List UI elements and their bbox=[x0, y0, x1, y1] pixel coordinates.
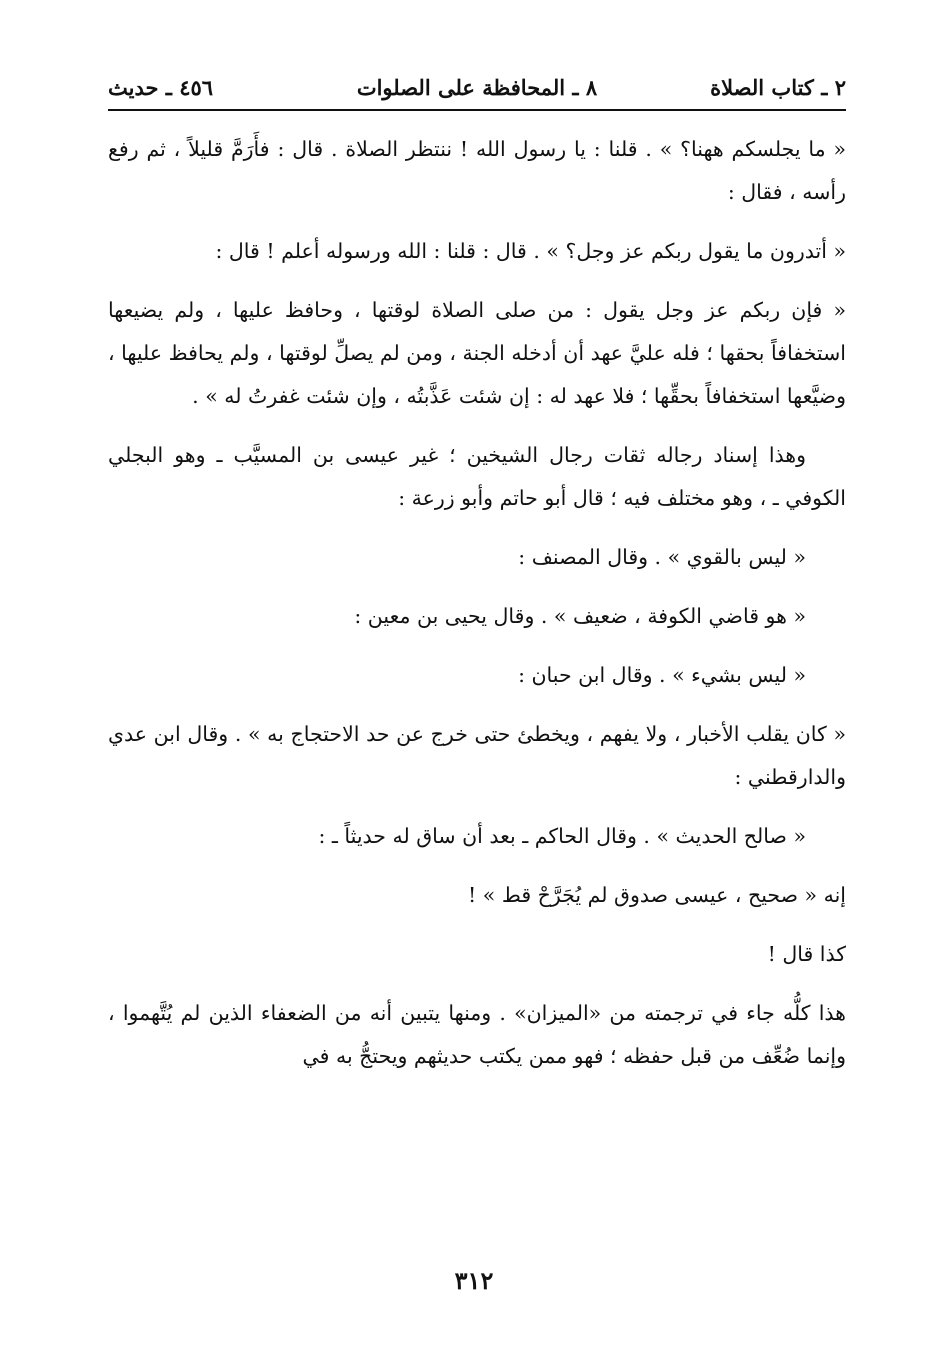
header-divider bbox=[108, 109, 846, 111]
header-hadith-number: ٤٥٦ ـ حديث bbox=[108, 75, 214, 100]
paragraph-2: « أتدرون ما يقول ربكم عز وجل؟ » . قال : قلنا : الله ورسوله أعلم ! قال : bbox=[215, 239, 846, 263]
paragraph-12: هذا كلُّه جاء في ترجمته من «الميزان» . ومنها يتبين أنه من الضعفاء الذين لم يُتَّهموا ، وإنما ضُعِّف من قبل حفظه ؛ فهو ممن يكتب حديثهم ويحتجُّ به في bbox=[108, 1001, 846, 1068]
page-number: ٣١٢ bbox=[454, 1266, 494, 1295]
header-chapter-title: ٨ ـ المحافظة على الصلوات bbox=[356, 75, 598, 100]
paragraph-3: « فإن ربكم عز وجل يقول : من صلى الصلاة لوقتها ، وحافظ عليها ، ولم يضيعها استخفافاً بحقها ؛ فله عليَّ عهد أن أدخله الجنة ، ومن لم يصلِّ لوقتها ، ولم يحافظ عليها ، وضيَّعها استخفافاً بحقِّها ؛ فلا عهد له : إن شئت عَذَّبتُه ، وإن شئت غفرتُ له » . bbox=[108, 298, 846, 408]
paragraph-9: « صالح الحديث » . وقال الحاكم ـ بعد أن ساق له حديثاً ـ : bbox=[318, 824, 806, 848]
paragraph-1: « ما يجلسكم ههنا؟ » . قلنا : يا رسول الله ! ننتظر الصلاة . قال : فأَرَمَّ قليلاً ، ثم رفع رأسه ، فقال : bbox=[108, 137, 846, 204]
paragraph-4: وهذا إسناد رجاله ثقات رجال الشيخين ؛ غير عيسى بن المسيَّب ـ وهو البجلي الكوفي ـ ، وهو مختلف فيه ؛ قال أبو حاتم وأبو زرعة : bbox=[108, 443, 846, 510]
paragraph-11: كذا قال ! bbox=[767, 942, 846, 966]
paragraph-8: « كان يقلب الأخبار ، ولا يفهم ، ويخطئ حتى خرج عن حد الاحتجاج به » . وقال ابن عدي والدارقطني : bbox=[108, 722, 846, 789]
paragraph-10: إنه « صحيح ، عيسى صدوق لم يُجَرَّحْ قط » ! bbox=[468, 883, 846, 907]
header-book-title: ٢ ـ كتاب الصلاة bbox=[710, 75, 846, 100]
main-text bbox=[108, 128, 846, 1078]
running-header bbox=[108, 72, 846, 104]
paragraph-5: « ليس بالقوي » . وقال المصنف : bbox=[518, 545, 806, 569]
paragraph-7: « ليس بشيء » . وقال ابن حبان : bbox=[518, 663, 806, 687]
paragraph-6: « هو قاضي الكوفة ، ضعيف » . وقال يحيى بن معين : bbox=[354, 604, 806, 628]
